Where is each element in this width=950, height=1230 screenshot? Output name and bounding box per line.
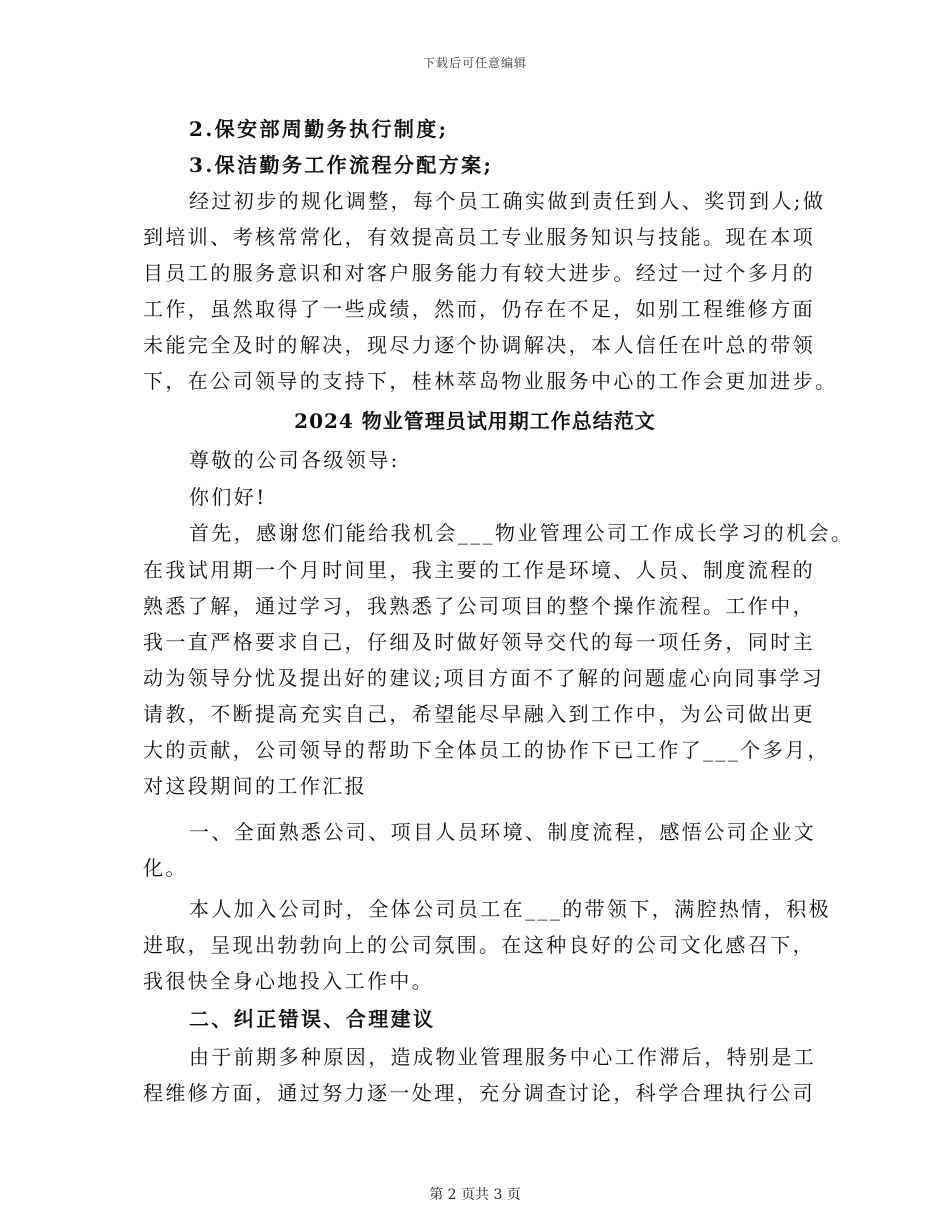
paragraph-line: 动为领导分忧及提出好的建议;项目方面不了解的问题虚心向同事学习 <box>143 666 825 690</box>
paragraph-line: 请教，不断提高充实自己，希望能尽早融入到工作中，为公司做出更 <box>143 702 815 726</box>
paragraph-line: 由于前期多种原因，造成物业管理服务中心工作滞后，特别是工 <box>189 1045 817 1069</box>
paragraph-line: 在我试用期一个月时间里，我主要的工作是环境、人员、制度流程的 <box>143 558 815 582</box>
article-title: 2024 物业管理员试用期工作总结范文 <box>294 409 656 433</box>
section-heading: 一、全面熟悉公司、项目人员环境、制度流程，感悟公司企业文 <box>189 820 817 844</box>
paragraph-line: 进取，呈现出勃勃向上的公司氛围。在这种良好的公司文化感召下， <box>143 933 815 957</box>
paragraph-line: 程维修方面，通过努力逐一处理，充分调查讨论，科学合理执行公司 <box>143 1081 815 1105</box>
paragraph-line: 熟悉了解，通过学习，我熟悉了公司项目的整个操作流程。工作中， <box>143 594 815 618</box>
paragraph-line: 本人加入公司时，全体公司员工在___的带领下，满腔热情，积极 <box>189 897 831 921</box>
paragraph-line: 我一直严格要求自己，仔细及时做好领导交代的每一项任务，同时主 <box>143 630 815 654</box>
section-heading: 二、纠正错误、合理建议 <box>189 1007 436 1031</box>
paragraph-line: 下，在公司领导的支持下，桂林萃岛物业服务中心的工作会更加进步。 <box>143 369 838 393</box>
paragraph-line: 我很快全身心地投入工作中。 <box>143 969 435 993</box>
page-footer: 第 2 页共 3 页 <box>429 1187 521 1203</box>
paragraph-line: 工作，虽然取得了一些成绩，然而，仍存在不足，如别工程维修方面 <box>143 297 815 321</box>
list-item: 2.保安部周勤务执行制度; <box>189 117 449 141</box>
paragraph-line: 经过初步的规化调整，每个员工确实做到责任到人、奖罚到人;做 <box>189 189 826 213</box>
paragraph-line: 首先，感谢您们能给我机会___物业管理公司工作成长学习的机会。 <box>189 521 854 545</box>
greeting: 你们好! <box>189 485 267 509</box>
paragraph-line: 到培训、考核常常化，有效提高员工专业服务知识与技能。现在本项 <box>143 225 815 249</box>
section-heading-cont: 化。 <box>143 856 188 880</box>
paragraph-line: 大的贡献，公司领导的帮助下全体员工的协作下已工作了___个多月， <box>143 738 830 762</box>
paragraph-line: 对这段期间的工作汇报 <box>143 774 367 798</box>
list-item: 3.保洁勤务工作流程分配方案; <box>189 153 494 177</box>
salutation: 尊敬的公司各级领导: <box>189 448 400 472</box>
page-header: 下载后可任意编辑 <box>422 56 527 70</box>
paragraph-line: 目员工的服务意识和对客户服务能力有较大进步。经过一过个多月的 <box>143 261 815 285</box>
paragraph-line: 未能完全及时的解决，现尽力逐个协调解决，本人信任在叶总的带领 <box>143 333 815 357</box>
